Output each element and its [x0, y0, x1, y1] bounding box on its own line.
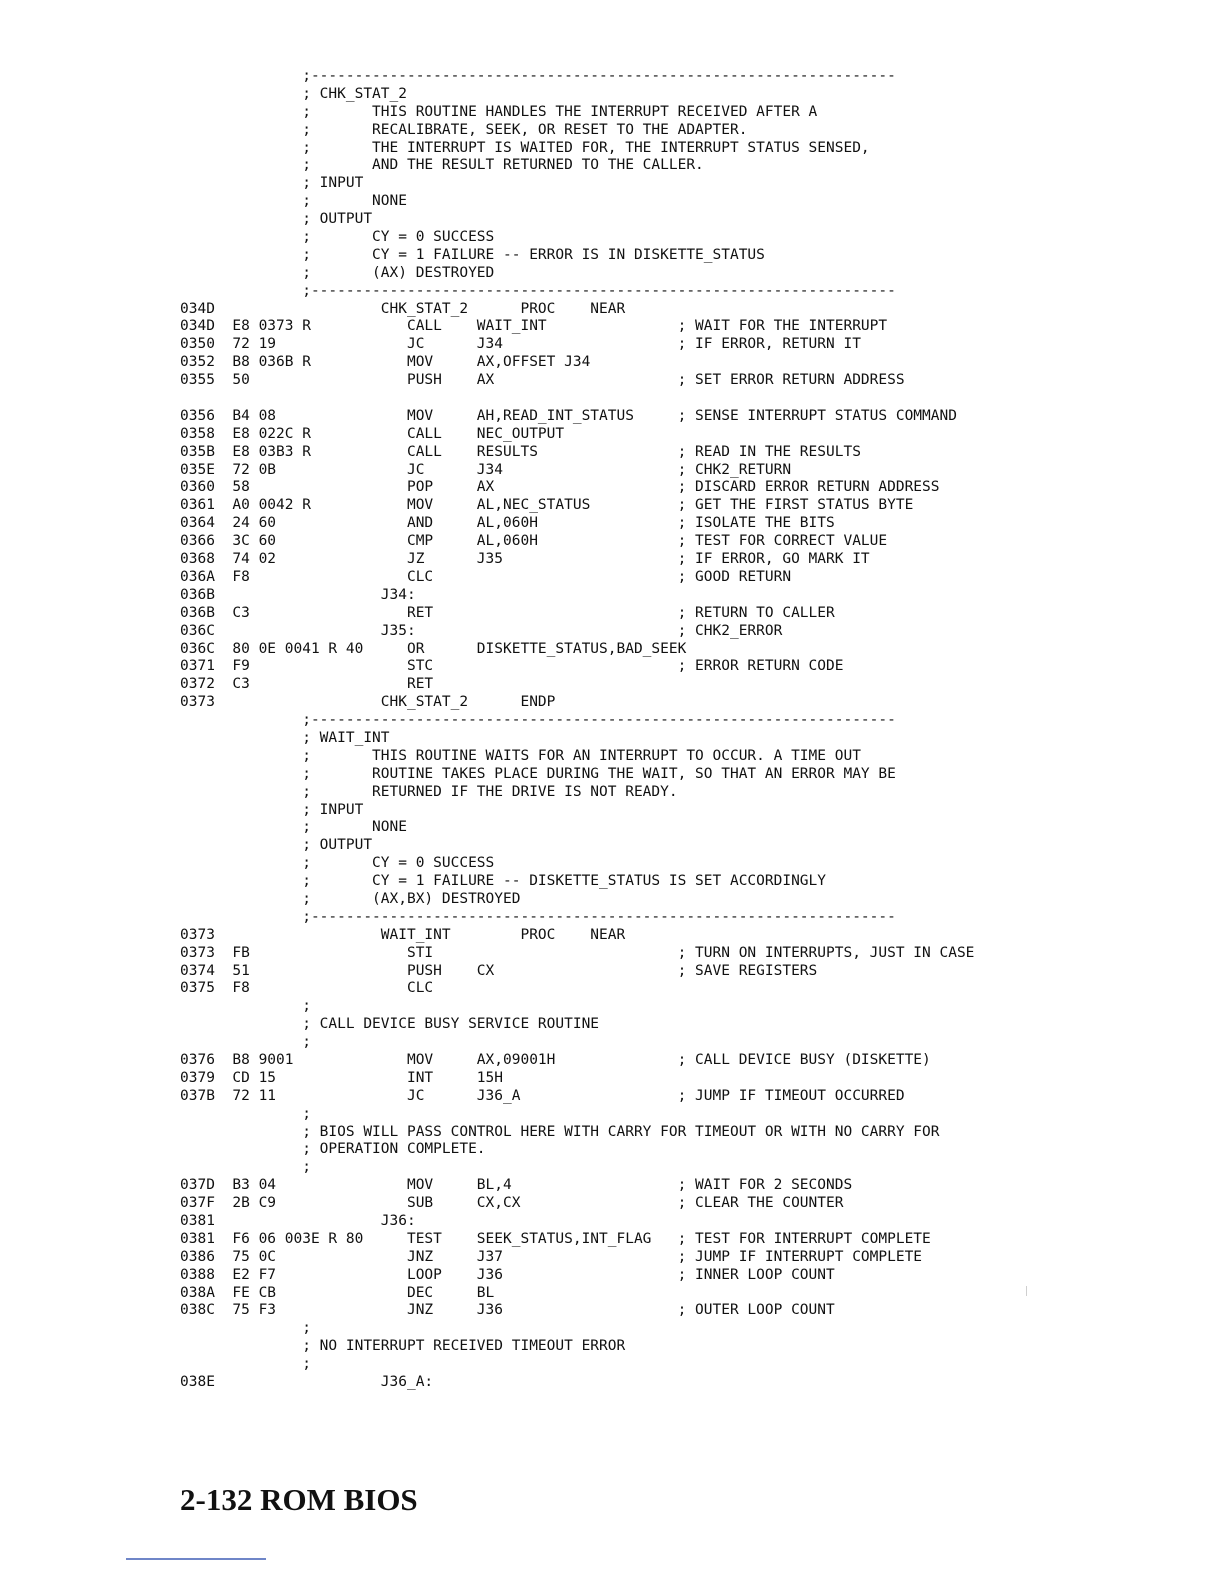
- listing-line: 0356 B4 08 MOV AH,READ_INT_STATUS ; SENSE INTERRUPT STATUS COMMAND: [180, 407, 957, 424]
- listing-line: 0355 50 PUSH AX ; SET ERROR RETURN ADDRESS: [180, 372, 905, 389]
- listing-line: ; (AX,BX) DESTROYED: [180, 890, 521, 907]
- listing-line: 0373 FB STI ; TURN ON INTERRUPTS, JUST IN CASE: [180, 944, 975, 961]
- listing-line: ;: [180, 1105, 311, 1122]
- listing-line: ; INPUT: [180, 801, 364, 818]
- listing-line: 036C J35: ; CHK2_ERROR: [180, 622, 783, 639]
- listing-line: 036B J34:: [180, 586, 416, 603]
- listing-line: ; (AX) DESTROYED: [180, 264, 495, 281]
- listing-line: 0375 F8 CLC: [180, 980, 434, 997]
- listing-line: ; RECALIBRATE, SEEK, OR RESET TO THE ADAPTER.: [180, 121, 748, 138]
- page-footer: 2-132 ROM BIOS: [180, 1482, 418, 1517]
- listing-line: 0350 72 19 JC J34 ; IF ERROR, RETURN IT: [180, 336, 861, 353]
- listing-line: 0371 F9 STC ; ERROR RETURN CODE: [180, 658, 844, 675]
- listing-line: [180, 390, 1190, 408]
- listing-line: ; CY = 0 SUCCESS: [180, 229, 495, 246]
- listing-line: ; WAIT_INT: [180, 729, 390, 746]
- listing-line: ; RETURNED IF THE DRIVE IS NOT READY.: [180, 783, 678, 800]
- listing-line: ; THE INTERRUPT IS WAITED FOR, THE INTERRUPT STATUS SENSED,: [180, 139, 870, 156]
- listing-line: ; NO INTERRUPT RECEIVED TIMEOUT ERROR: [180, 1338, 626, 1355]
- listing-line: 0360 58 POP AX ; DISCARD ERROR RETURN ADDRESS: [180, 479, 940, 496]
- listing-line: ; OUTPUT: [180, 837, 373, 854]
- listing-line: ; CY = 1 FAILURE -- DISKETTE_STATUS IS SET ACCORDINGLY: [180, 873, 827, 890]
- listing-line: 0373 WAIT_INT PROC NEAR: [180, 926, 626, 943]
- listing-line: 0386 75 0C JNZ J37 ; JUMP IF INTERRUPT COMPLETE: [180, 1248, 923, 1265]
- assembly-listing: [180, 68, 1190, 1392]
- listing-line: 0372 C3 RET: [180, 676, 434, 693]
- listing-line: 038C 75 F3 JNZ J36 ; OUTER LOOP COUNT: [180, 1302, 835, 1319]
- listing-line: 0381 J36:: [180, 1213, 416, 1229]
- listing-line: ;-------------------------------------------------------------------: [180, 712, 896, 729]
- listing-line: 0373 CHK_STAT_2 ENDP: [180, 694, 556, 711]
- listing-line: 038E J36_A:: [180, 1374, 434, 1391]
- listing-line: 0374 51 PUSH CX ; SAVE REGISTERS: [180, 962, 818, 979]
- listing-line: 036B C3 RET ; RETURN TO CALLER: [180, 604, 835, 621]
- listing-line: 034D E8 0373 R CALL WAIT_INT ; WAIT FOR THE INTERRUPT: [180, 318, 888, 335]
- listing-line: ; CY = 1 FAILURE -- ERROR IS IN DISKETTE_STATUS: [180, 246, 765, 263]
- listing-line: 0379 CD 15 INT 15H: [180, 1069, 504, 1086]
- listing-line: 0366 3C 60 CMP AL,060H ; TEST FOR CORRECT VALUE: [180, 533, 888, 550]
- listing-line: 0388 E2 F7 LOOP J36 ; INNER LOOP COUNT: [180, 1266, 835, 1283]
- listing-line: ; CHK_STAT_2: [180, 85, 407, 102]
- listing-line: ; THIS ROUTINE HANDLES THE INTERRUPT RECEIVED AFTER A: [180, 103, 818, 120]
- listing-line: ;: [180, 1356, 311, 1373]
- listing-line: ; CY = 0 SUCCESS: [180, 855, 495, 872]
- listing-line: 036C 80 0E 0041 R 40 OR DISKETTE_STATUS,BAD_SEEK: [180, 640, 687, 657]
- listing-line: ; OUTPUT: [180, 211, 373, 228]
- listing-line: 0376 B8 9001 MOV AX,09001H ; CALL DEVICE BUSY (DISKETTE): [180, 1051, 931, 1068]
- listing-line: ; ROUTINE TAKES PLACE DURING THE WAIT, SO THAT AN ERROR MAY BE: [180, 765, 896, 782]
- listing-line: 0368 74 02 JZ J35 ; IF ERROR, GO MARK IT: [180, 551, 870, 568]
- listing-line: 035B E8 03B3 R CALL RESULTS ; READ IN THE RESULTS: [180, 443, 861, 460]
- listing-line: ; AND THE RESULT RETURNED TO THE CALLER.: [180, 157, 704, 174]
- listing-line: ;: [180, 998, 311, 1015]
- scan-mark: [1026, 1286, 1027, 1296]
- listing-line: 037F 2B C9 SUB CX,CX ; CLEAR THE COUNTER: [180, 1195, 844, 1212]
- listing-line: 037B 72 11 JC J36_A ; JUMP IF TIMEOUT OCCURRED: [180, 1087, 905, 1104]
- listing-line: ; NONE: [180, 819, 407, 836]
- listing-line: 036A F8 CLC ; GOOD RETURN: [180, 568, 792, 585]
- listing-line: 034D CHK_STAT_2 PROC NEAR: [180, 300, 626, 317]
- listing-line: 0352 B8 036B R MOV AX,OFFSET J34: [180, 354, 591, 371]
- footer-rule: [126, 1558, 266, 1560]
- listing-line: ;: [180, 1159, 311, 1176]
- listing-line: ;-------------------------------------------------------------------: [180, 68, 896, 84]
- listing-line: 038A FE CB DEC BL: [180, 1284, 495, 1301]
- listing-line: 035E 72 0B JC J34 ; CHK2_RETURN: [180, 461, 792, 478]
- listing-line: 0358 E8 022C R CALL NEC_OUTPUT: [180, 425, 565, 442]
- listing-line: ; NONE: [180, 193, 407, 210]
- listing-line: ;-------------------------------------------------------------------: [180, 908, 896, 925]
- listing-line: ;: [180, 1034, 311, 1051]
- listing-line: ; INPUT: [180, 175, 364, 192]
- listing-line: 037D B3 04 MOV BL,4 ; WAIT FOR 2 SECONDS: [180, 1177, 853, 1194]
- listing-line: ; BIOS WILL PASS CONTROL HERE WITH CARRY FOR TIMEOUT OR WITH NO CARRY FOR: [180, 1123, 940, 1140]
- listing-line: 0364 24 60 AND AL,060H ; ISOLATE THE BITS: [180, 515, 835, 532]
- listing-line: ; OPERATION COMPLETE.: [180, 1141, 486, 1158]
- listing-line: ; THIS ROUTINE WAITS FOR AN INTERRUPT TO OCCUR. A TIME OUT: [180, 747, 861, 764]
- listing-line: 0361 A0 0042 R MOV AL,NEC_STATUS ; GET THE FIRST STATUS BYTE: [180, 497, 914, 514]
- listing-line: ;: [180, 1320, 311, 1337]
- listing-line: ;-------------------------------------------------------------------: [180, 282, 896, 299]
- listing-line: 0381 F6 06 003E R 80 TEST SEEK_STATUS,INT_FLAG ; TEST FOR INTERRUPT COMPLETE: [180, 1230, 931, 1247]
- listing-line: ; CALL DEVICE BUSY SERVICE ROUTINE: [180, 1016, 600, 1033]
